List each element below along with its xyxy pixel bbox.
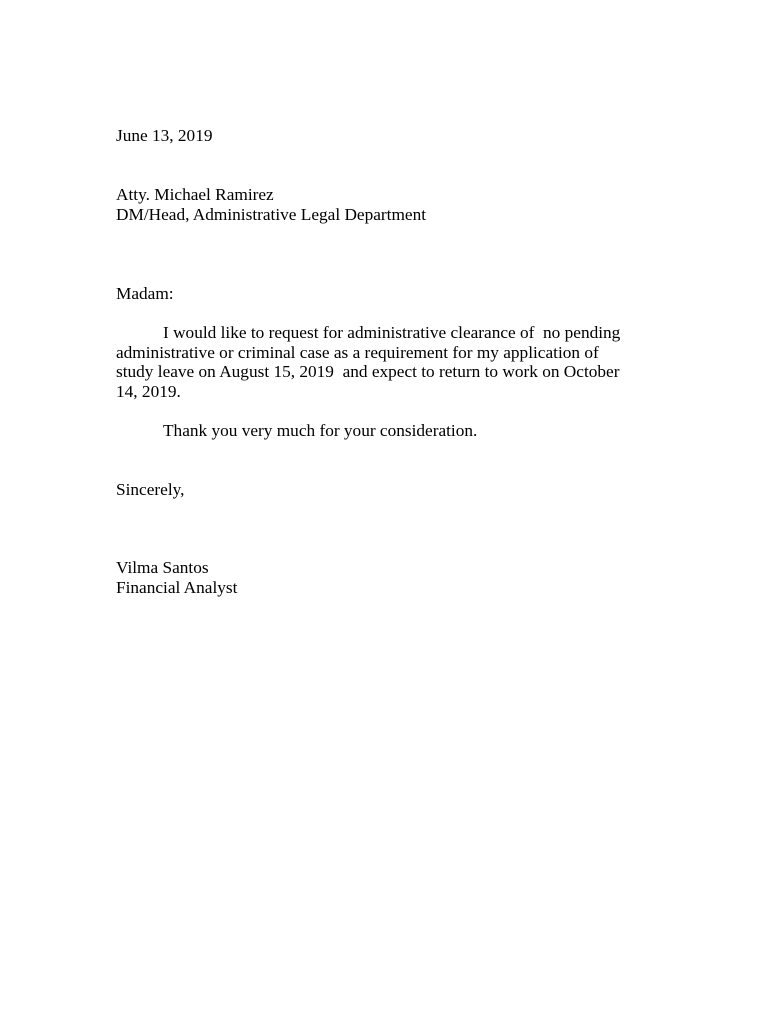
body-line-text: I would like to request for administrative clearance of no pending <box>163 323 621 342</box>
thanks-text: Thank you very much for your consideration. <box>163 421 478 440</box>
signature-block <box>116 558 656 597</box>
salutation <box>116 284 656 304</box>
date-text: June 13, 2019 <box>116 126 213 145</box>
thanks-paragraph <box>116 421 656 441</box>
body-line: study leave on August 15, 2019 and expect to return to work on October <box>116 362 620 382</box>
thanks-line <box>116 421 656 441</box>
recipient-title: DM/Head, Administrative Legal Department <box>116 204 427 224</box>
body-paragraph <box>116 323 656 401</box>
signatory-name: Vilma Santos <box>116 558 209 577</box>
closing-text: Sincerely, <box>116 480 185 499</box>
body-line: administrative or criminal case as a requirement for my application of <box>116 342 599 362</box>
recipient-block <box>116 185 656 224</box>
recipient-name: Atty. Michael Ramirez <box>116 185 274 204</box>
salutation-text: Madam: <box>116 284 174 303</box>
signatory-title: Financial Analyst <box>116 577 238 597</box>
letter-date <box>116 126 656 146</box>
body-line <box>116 323 656 343</box>
body-line: 14, 2019. <box>116 381 181 401</box>
closing <box>116 480 656 500</box>
